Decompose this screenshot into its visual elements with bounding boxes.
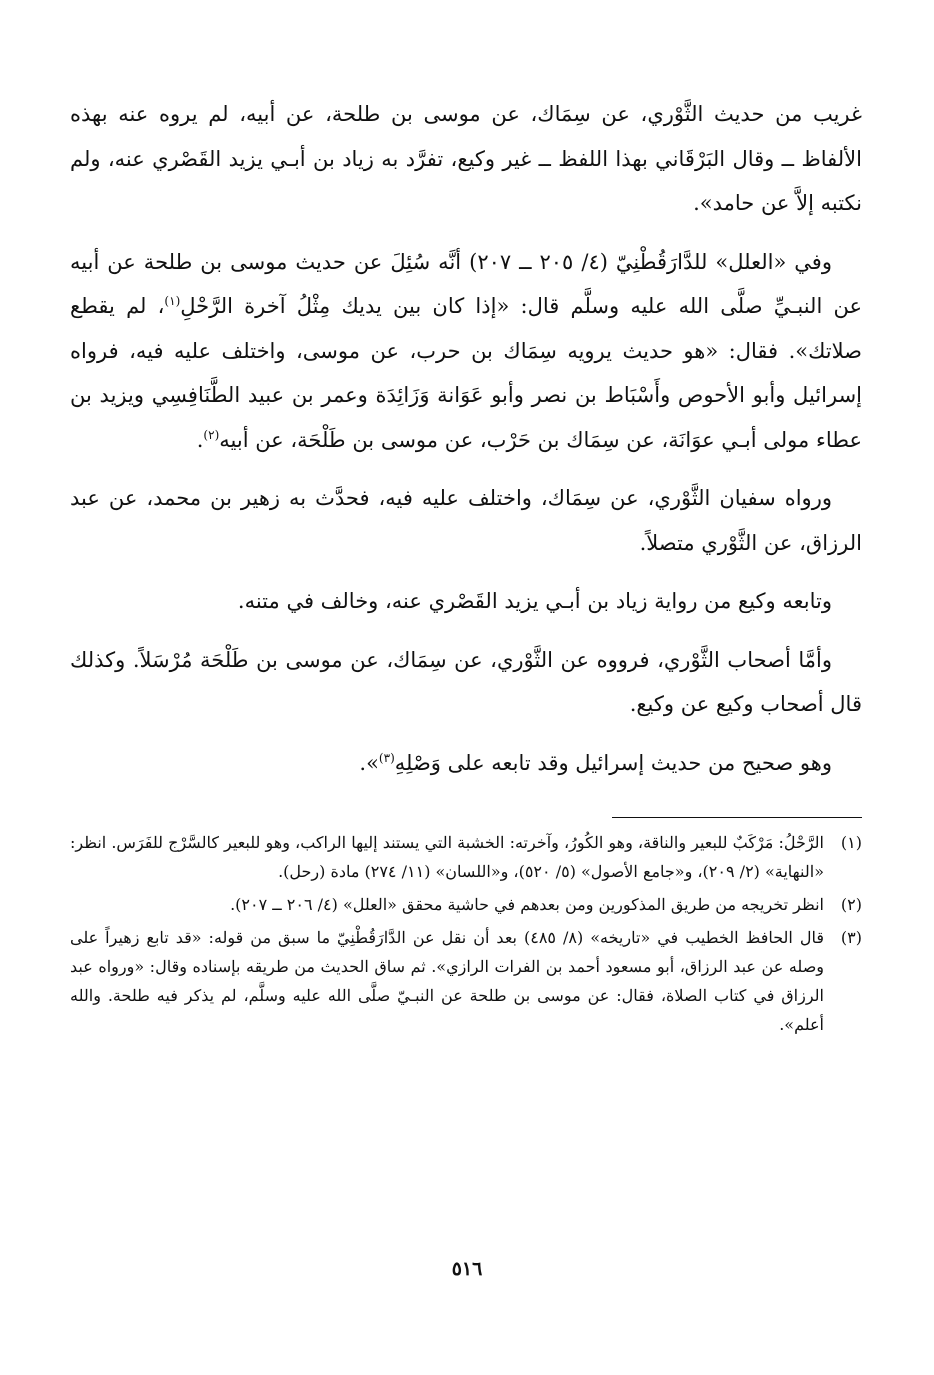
paragraph-2-text-end: .	[196, 427, 204, 452]
paragraph-2	[70, 240, 862, 463]
paragraph-5-text: وأمَّا أصحاب الثَّوْري، فرووه عن الثَّوْري، عن سِمَاك، عن موسى بن طَلْحَة مُرْسَلاً. وكذلك قال أصحاب وكيع عن وكيع.	[70, 647, 862, 716]
paragraph-1-text: غريب من حديث الثَّوْري، عن سِمَاك، عن موسى بن طلحة، عن أبيه، لم يروه عنه بهذه الألفاظ ــ وقال البَرْقَاني بهذا اللفظ ــ غير وكيع، تفرَّد به زياد بن أبـي يزيد القَصْري عنه، ولم نكتبه إلاَّ عن حامد».	[70, 102, 862, 215]
footnote-ref-3: (٣)	[378, 750, 395, 765]
paragraph-3	[70, 476, 862, 565]
paragraph-6	[70, 741, 862, 786]
footnotes	[70, 828, 862, 1039]
footnote-text: قال الحافظ الخطيب في «تاريخه» (٨/ ٤٨٥) بعد أن نقل عن الدَّارَقُطْنِيّ ما سبق من قوله: «قد تابع زهيراً على وصله عن عبد الرزاق، أبو مسعود أحمد بن الفرات الرازي». ثم ساق الحديث من طريقه بإسناده وقال: «ورواه عبد الرزاق في كتاب الصلاة، فقال: عن موسى بن طلحة عن النبـيّ صلَّى الله عليه وسلَّم، لم يذكر فيه طلحة. والله أعلم».	[70, 928, 824, 1034]
paragraph-2-text: وفي «العلل» للدَّارَقُطْنِيّ (٤/ ٢٠٥ ــ ٢٠٧) أنَّه سُئِلَ عن حديث موسى بن طلحة عن أبيه عن النبـيِّ صلَّى الله عليه وسلَّم قال: «إذا كان بين يديك مِثْلُ آخرة الرَّحْلِ	[70, 249, 862, 318]
footnote-text: انظر تخريجه من طريق المذكورين ومن بعدهم في حاشية محقق «العلل» (٤/ ٢٠٦ ــ ٢٠٧).	[230, 895, 824, 914]
footnote-text: الرَّحْلُ: مَرْكَبٌ للبعير والناقة، وهو الكُورُ، وآخرته: الخشبة التي يستند إليها الراكب، وهو للبعير كالسَّرْج للفَرَس. انظر: «النهاية» (٢/ ٢٠٩)، و«جامع الأصول» (٥/ ٥٢٠)، و«اللسان» (١١/ ٢٧٤) مادة (رحل).	[70, 833, 824, 881]
paragraph-4-text: وتابعه وكيع من رواية زياد بن أبـي يزيد القَصْري عنه، وخالف في متنه.	[237, 589, 832, 613]
book-page	[70, 92, 862, 1043]
footnote-number: (٢)	[840, 895, 862, 914]
page-number: ٥١٦	[451, 1258, 483, 1280]
paragraph-1	[70, 92, 862, 226]
paragraph-6-text: وهو صحيح من حديث إسرائيل وقد تابعه على وَصْلِهِ	[394, 750, 832, 775]
footnote-divider	[612, 817, 862, 818]
paragraph-5	[70, 638, 862, 727]
paragraph-4	[70, 579, 862, 624]
footnote-body	[70, 923, 824, 1039]
footnote-3	[70, 923, 862, 1039]
paragraph-6-text-end: ».	[359, 750, 379, 775]
paragraph-2-text-cont: ، لم يقطع صلاتك». فقال: «هو حديث يرويه سِمَاك بن حرب، عن موسى، واختلف عليه فيه، فرواه إسرائيل وأبو الأحوص وأَسْبَاط بن نصر وأبو عَوَانة وَزَائِدَة وعمر بن عبيد الطَّنَافِسِي ويزيد بن عطاء مولى أبـي عوَانَة، عن سِمَاك بن حَرْب، عن موسى بن طَلْحَة، عن أبيه	[70, 294, 862, 452]
main-text	[70, 92, 862, 785]
footnote-ref-1: (١)	[164, 294, 181, 308]
footnote-ref-2: (٢)	[203, 427, 220, 442]
footnote-2	[70, 890, 862, 919]
paragraph-3-text: ورواه سفيان الثَّوْري، عن سِمَاك، واختلف عليه فيه، فحدَّث به زهير بن محمد، عن عبد الرزاق، عن الثَّوْري متصلاً.	[70, 486, 862, 555]
footnote-body	[70, 828, 824, 886]
footnote-number: (١)	[840, 833, 862, 852]
footnote-1	[70, 828, 862, 886]
footnote-number: (٣)	[840, 928, 862, 947]
footnote-body	[70, 890, 824, 919]
